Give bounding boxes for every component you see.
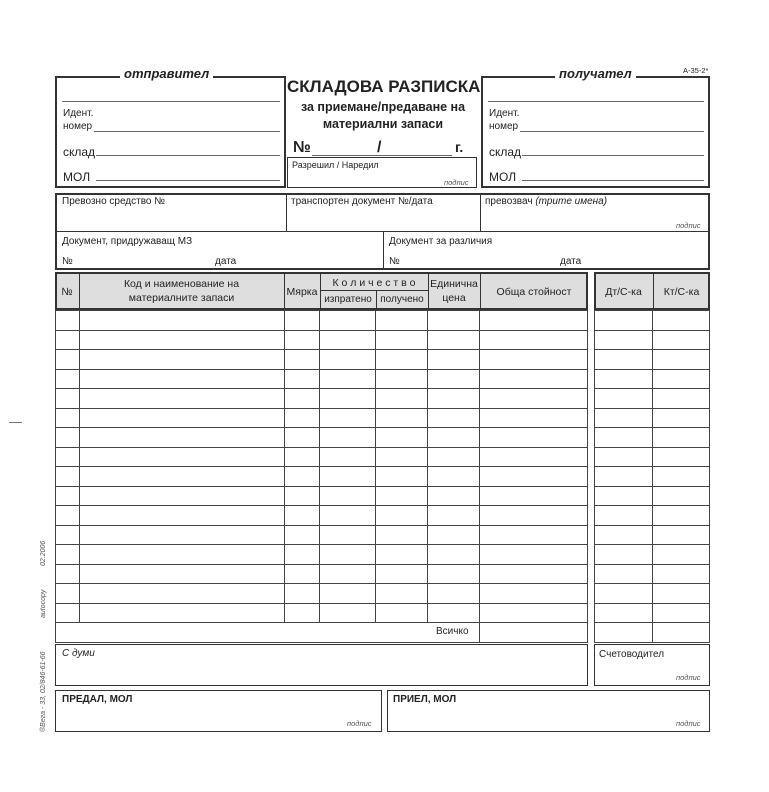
col-qty: К о л и ч е с т в о xyxy=(332,277,416,289)
account-row[interactable] xyxy=(595,311,710,331)
accountant-label: Счетоводител xyxy=(599,649,665,660)
table-row[interactable] xyxy=(56,623,588,643)
table-row[interactable] xyxy=(56,330,588,350)
account-row[interactable] xyxy=(595,350,710,370)
col-received: получено xyxy=(380,294,424,305)
table-row[interactable] xyxy=(56,350,588,370)
transport-sep-2 xyxy=(480,193,481,231)
table-row[interactable] xyxy=(56,447,588,467)
table-row[interactable] xyxy=(56,525,588,545)
sender-mol: МОЛ xyxy=(63,170,91,184)
table-row[interactable] xyxy=(56,428,588,448)
received-signature: подпис xyxy=(676,719,701,728)
col-unit: Мярка xyxy=(286,286,318,298)
year-suffix: г. xyxy=(455,139,464,155)
account-row[interactable] xyxy=(595,564,710,584)
handed-signature: подпис xyxy=(347,719,372,728)
table-row[interactable] xyxy=(56,564,588,584)
account-row[interactable] xyxy=(595,447,710,467)
receiver-ident: Идент. xyxy=(489,108,520,119)
account-row[interactable] xyxy=(595,584,710,604)
account-row[interactable] xyxy=(595,467,710,487)
col-dt: Дт/С-ка xyxy=(605,286,642,298)
accounts-table-body xyxy=(594,310,710,643)
accompanying-doc-label: Документ, придружаващ МЗ xyxy=(62,236,193,247)
carrier-label: превозвач (трите имена) xyxy=(485,196,608,207)
col-name-2: материалните запаси xyxy=(128,292,235,304)
sender-ident-field[interactable] xyxy=(94,131,280,132)
side-brand: autocopy xyxy=(40,589,47,618)
col-price-1: Единична xyxy=(430,278,478,290)
transport-sep-3 xyxy=(383,231,384,270)
col-sent: изпратено xyxy=(324,294,372,305)
table-row[interactable] xyxy=(56,603,588,623)
table-row[interactable] xyxy=(56,545,588,565)
receiver-legend: получател xyxy=(555,66,636,81)
carrier-signature: подпис xyxy=(676,221,701,230)
in-words-box[interactable] xyxy=(55,644,588,686)
table-row[interactable] xyxy=(56,408,588,428)
sender-number: номер xyxy=(63,121,93,132)
receiver-mol: МОЛ xyxy=(489,170,517,184)
receiver-warehouse-field[interactable] xyxy=(522,155,704,156)
account-row[interactable] xyxy=(595,623,710,643)
table-row[interactable] xyxy=(56,311,588,331)
permit-label: Разрешил / Наредил xyxy=(292,160,379,170)
number-sign: № xyxy=(293,139,311,156)
sender-ident: Идент. xyxy=(63,108,94,119)
account-row[interactable] xyxy=(595,330,710,350)
total-label: Всичко xyxy=(436,626,469,637)
table-row[interactable] xyxy=(56,389,588,409)
in-words-label: С думи xyxy=(62,648,95,659)
table-row[interactable] xyxy=(56,584,588,604)
receiver-warehouse: склад xyxy=(489,145,522,159)
account-row[interactable] xyxy=(595,389,710,409)
col-no: № xyxy=(61,286,73,298)
col-name-1: Код и наименование на xyxy=(123,278,240,290)
table-row[interactable] xyxy=(56,369,588,389)
col-price-2: цена xyxy=(442,292,466,304)
permit-signature: подпис xyxy=(444,178,469,187)
sender-legend: отправител xyxy=(120,66,213,81)
discrepancy-date: дата xyxy=(560,256,582,267)
sender-line xyxy=(62,101,280,102)
account-row[interactable] xyxy=(595,545,710,565)
items-table-body xyxy=(55,310,588,643)
table-row[interactable] xyxy=(56,506,588,526)
account-row[interactable] xyxy=(595,486,710,506)
form-code: А-35-2* xyxy=(683,66,709,75)
account-row[interactable] xyxy=(595,408,710,428)
document-number-field[interactable] xyxy=(312,155,452,156)
table-row[interactable] xyxy=(56,467,588,487)
form-subtitle-1: за приемане/предаване на xyxy=(300,100,466,114)
account-row[interactable] xyxy=(595,428,710,448)
discrepancy-doc-label: Документ за различия xyxy=(389,236,493,247)
receiver-line xyxy=(488,101,704,102)
fold-mark xyxy=(9,422,22,423)
receiver-number: номер xyxy=(489,121,519,132)
col-kt: Кт/С-ка xyxy=(663,286,700,298)
sender-warehouse-field[interactable] xyxy=(96,155,280,156)
accompanying-no: № xyxy=(62,256,73,267)
side-date: 02.2006 xyxy=(40,540,47,566)
receiver-ident-field[interactable] xyxy=(520,131,704,132)
accompanying-date: дата xyxy=(215,256,237,267)
transport-doc-label: транспортен документ №/дата xyxy=(291,196,433,207)
accountant-signature: подпис xyxy=(676,673,701,682)
received-label: ПРИЕЛ, МОЛ xyxy=(393,694,457,705)
account-row[interactable] xyxy=(595,369,710,389)
discrepancy-no: № xyxy=(389,256,400,267)
sender-warehouse: склад xyxy=(63,145,96,159)
handed-label: ПРЕДАЛ, МОЛ xyxy=(62,694,133,705)
col-total: Обща стойност xyxy=(496,286,572,298)
table-row[interactable] xyxy=(56,486,588,506)
side-code: ®Вега - 33, 02/846-61-66 xyxy=(40,651,47,732)
receiver-mol-field[interactable] xyxy=(522,180,704,181)
form-subtitle-2: материални запаси xyxy=(322,117,444,131)
transport-sep-1 xyxy=(286,193,287,231)
account-row[interactable] xyxy=(595,506,710,526)
number-slash: / xyxy=(377,139,382,156)
form-title: СКЛАДОВА РАЗПИСКА xyxy=(287,77,481,96)
sender-mol-field[interactable] xyxy=(96,180,280,181)
account-row[interactable] xyxy=(595,603,710,623)
account-row[interactable] xyxy=(595,525,710,545)
vehicle-label: Превозно средство № xyxy=(62,196,165,207)
